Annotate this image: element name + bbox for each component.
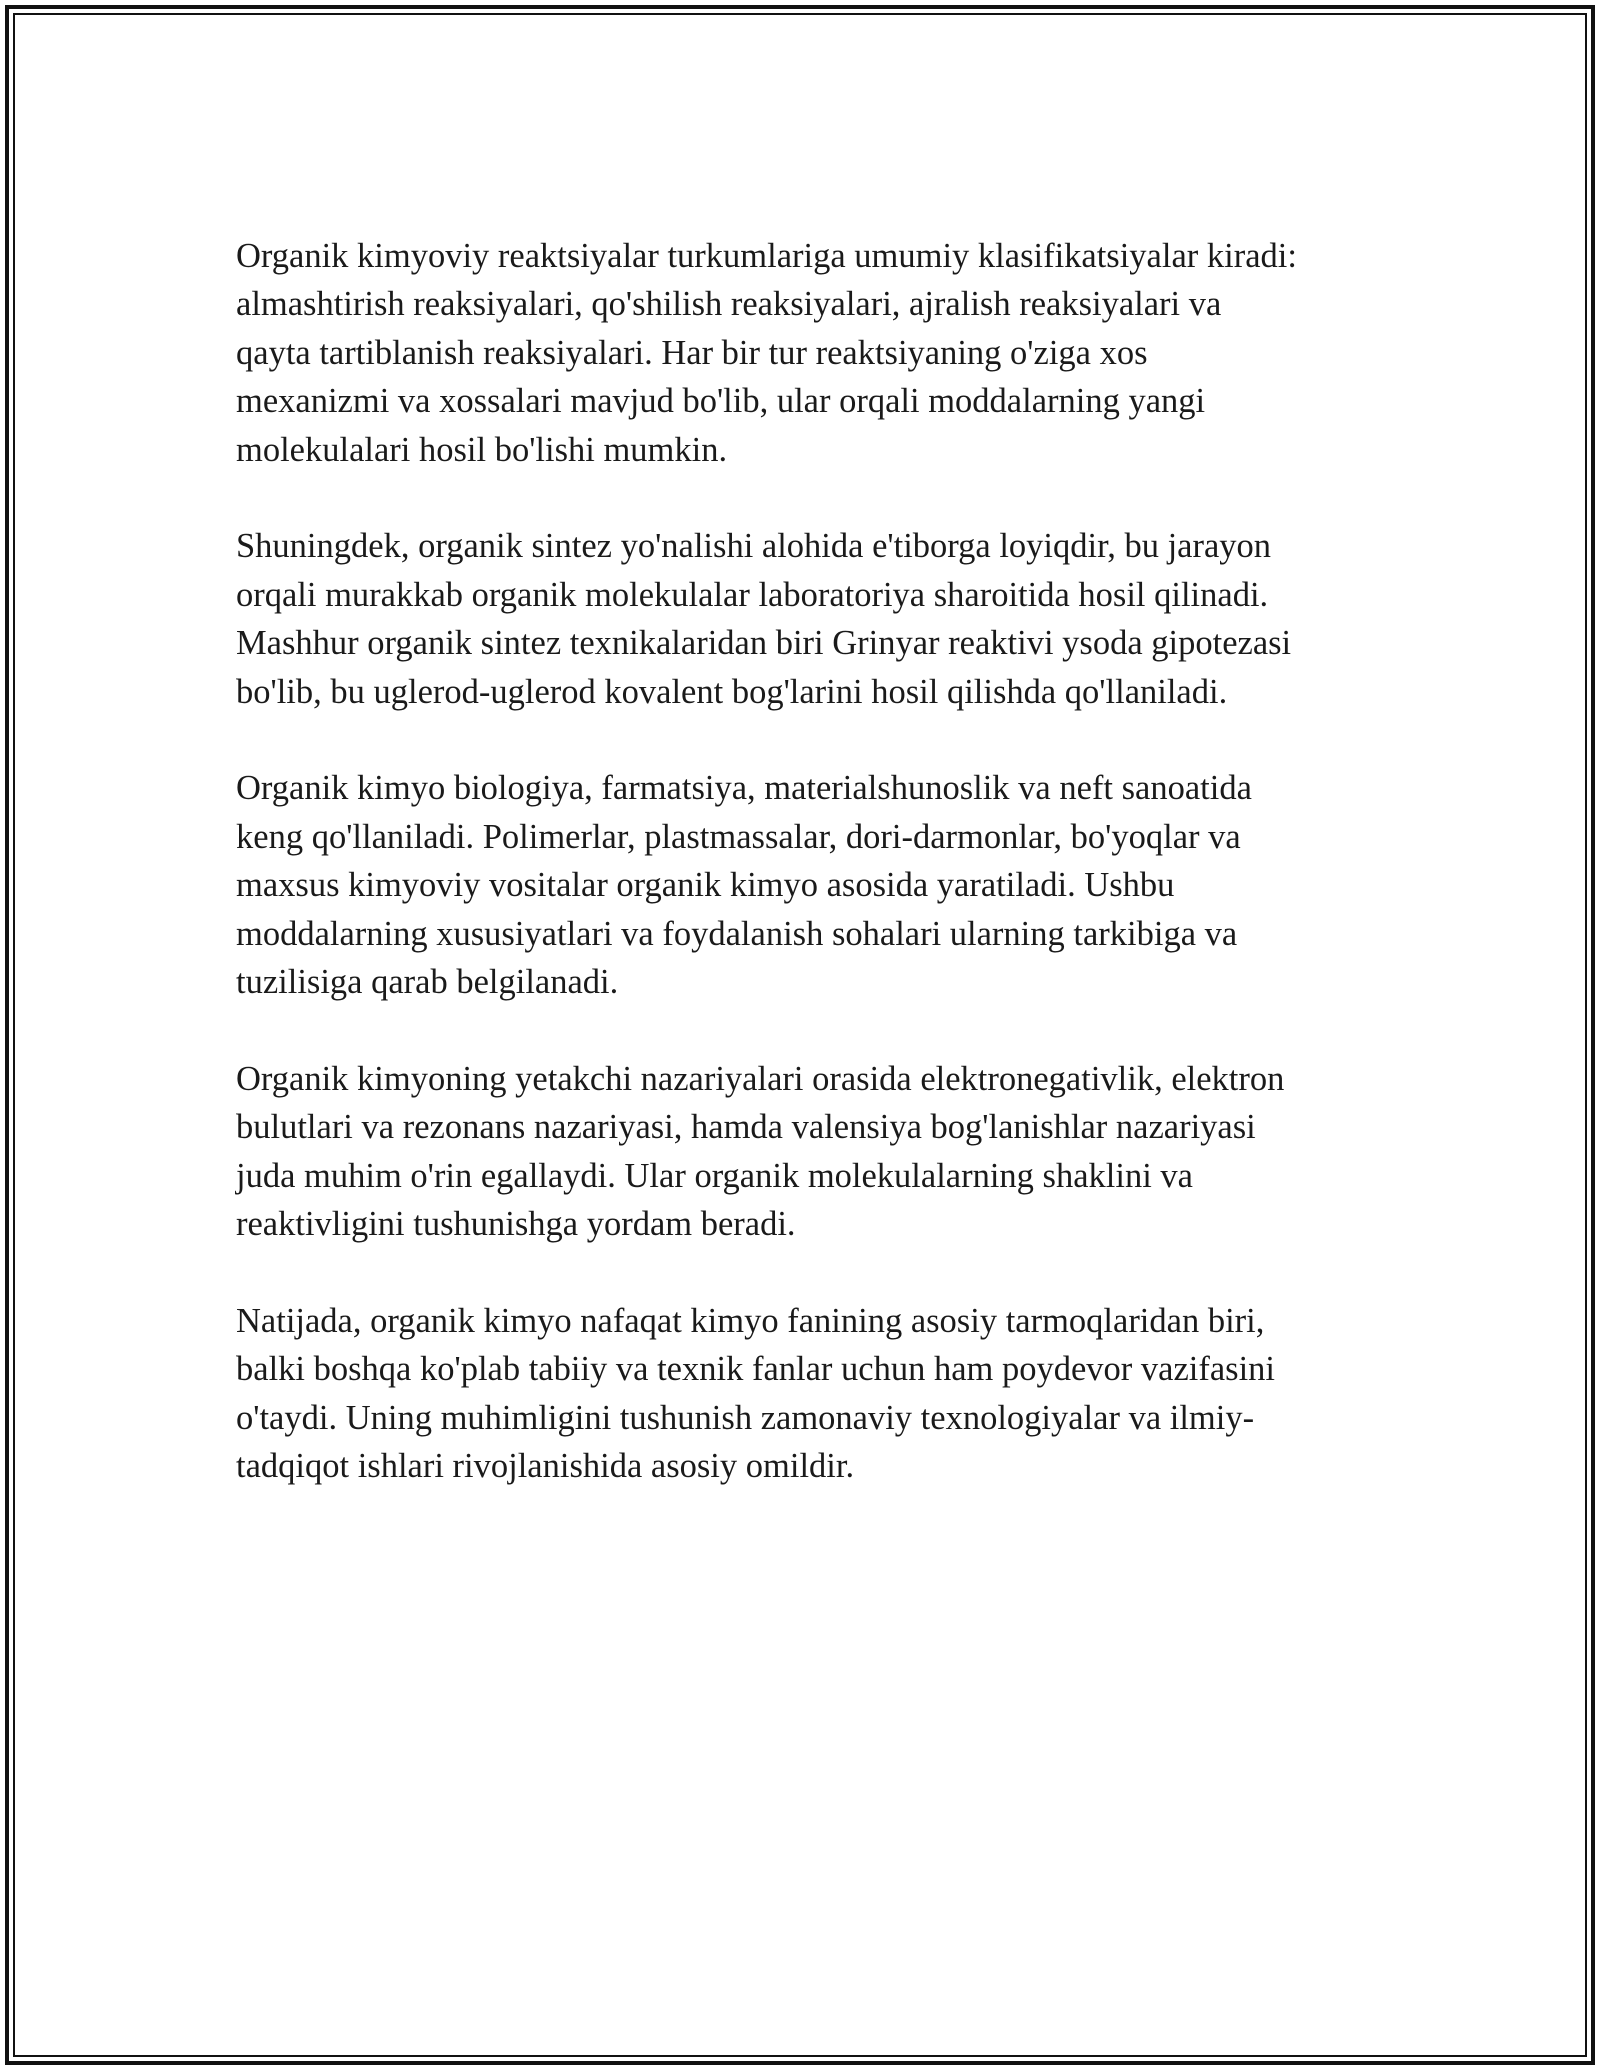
text-line: tadqiqot ishlari rivojlanishida asosiy omildir. — [236, 1447, 855, 1486]
text-line: almashtirish reaksiyalari, qo'shilish reaksiyalari, ajralish reaksiyalari va — [236, 285, 1222, 324]
text-line: tuzilisiga qarab belgilanadi. — [236, 963, 619, 1002]
text-line: keng qo'llaniladi. Polimerlar, plastmassalar, dori-darmonlar, bo'yoqlar va — [236, 817, 1241, 856]
text-line: Organik kimyoviy reaktsiyalar turkumlariga umumiy klasifikatsiyalar kiradi: — [236, 237, 1297, 275]
text-line: juda muhim o'rin egallaydi. Ular organik molekulalarning shaklini va — [236, 1156, 1193, 1195]
text-line: o'taydi. Uning muhimligini tushunish zamonaviy texnologiyalar va ilmiy- — [236, 1398, 1255, 1437]
text-line: maxsus kimyoviy vositalar organik kimyo asosida yaratiladi. Ushbu — [236, 866, 1175, 905]
text-line: Organik kimyoning yetakchi nazariyalari orasida elektronegativlik, elektron — [236, 1059, 1285, 1098]
text-line: Natijada, organik kimyo nafaqat kimyo fanining asosiy tarmoqlaridan biri, — [236, 1301, 1265, 1340]
text-line: moddalarning xususiyatlari va foydalanish sohalari ularning tarkibiga va — [236, 914, 1238, 953]
text-line: Shuningdek, organik sintez yo'nalishi alohida e'tiborga loyiqdir, bu jarayon — [236, 527, 1272, 566]
text-line: molekulalari hosil bo'lishi mumkin. — [236, 430, 728, 469]
text-line: bulutlari va rezonans nazariyasi, hamda valensiya bog'lanishlar nazariyasi — [236, 1108, 1256, 1147]
text-line: balki boshqa ko'plab tabiiy va texnik fanlar uchun ham poydevor vazifasini — [236, 1350, 1276, 1389]
document-body — [236, 232, 1386, 1539]
text-line: mexanizmi va xossalari mavjud bo'lib, ular orqali moddalarning yangi — [236, 382, 1206, 421]
text-line: reaktivligini tushunishga yordam beradi. — [236, 1205, 796, 1244]
text-line: Mashhur organik sintez texnikalaridan biri Grinyar reaktivi ysoda gipotezasi — [236, 624, 1292, 663]
paragraph-3 — [236, 764, 1386, 1006]
paragraph-2 — [236, 522, 1386, 716]
paragraph-4 — [236, 1055, 1386, 1249]
paragraph-1 — [236, 232, 1386, 474]
text-line: qayta tartiblanish reaksiyalari. Har bir tur reaktsiyaning o'ziga xos — [236, 333, 1148, 372]
paragraph-5 — [236, 1297, 1386, 1491]
text-line: orqali murakkab organik molekulalar laboratoriya sharoitida hosil qilinadi. — [236, 575, 1269, 614]
text-line: bo'lib, bu uglerod-uglerod kovalent bog'larini hosil qilishda qo'llaniladi. — [236, 672, 1228, 711]
text-line: Organik kimyo biologiya, farmatsiya, materialshunoslik va neft sanoatida — [236, 769, 1252, 808]
